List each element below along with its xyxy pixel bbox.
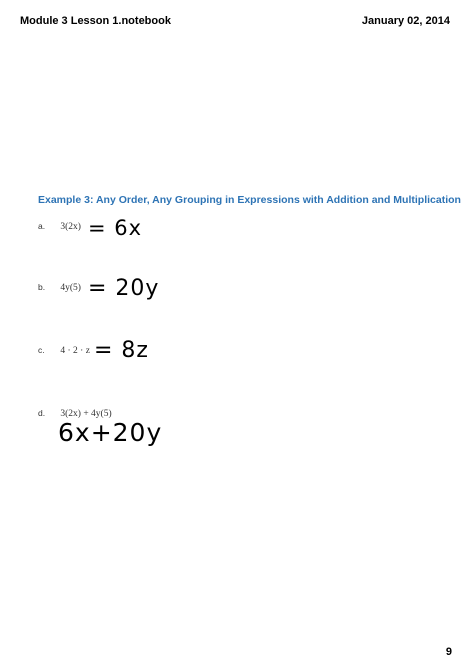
page-number: 9 (445, 646, 452, 658)
problem-letter: d. (38, 408, 46, 418)
problem-expression: 3(2x) + 4y(5) (60, 409, 112, 419)
problem-expression: 4 · 2 · z (60, 346, 90, 356)
handwritten-answer-a: = 6x (88, 216, 143, 240)
problem-letter: a. (38, 221, 46, 231)
handwritten-answer-b: = 20y (88, 276, 160, 301)
problem-expression: 4y(5) (60, 283, 81, 293)
page-date: January 02, 2014 (361, 15, 450, 27)
example-heading: Example 3: Any Order, Any Grouping in Expressions with Addition and Multiplication (38, 194, 461, 206)
problem-a (38, 221, 81, 232)
handwritten-answer-c: = 8z (94, 338, 149, 363)
problem-b (38, 282, 81, 293)
problem-expression: 3(2x) (60, 222, 81, 232)
notebook-title: Module 3 Lesson 1.notebook (20, 15, 171, 27)
problem-letter: c. (38, 345, 45, 355)
problem-c (38, 345, 90, 356)
handwritten-answer-d: 6x+20y (58, 418, 163, 447)
problem-letter: b. (38, 282, 46, 292)
